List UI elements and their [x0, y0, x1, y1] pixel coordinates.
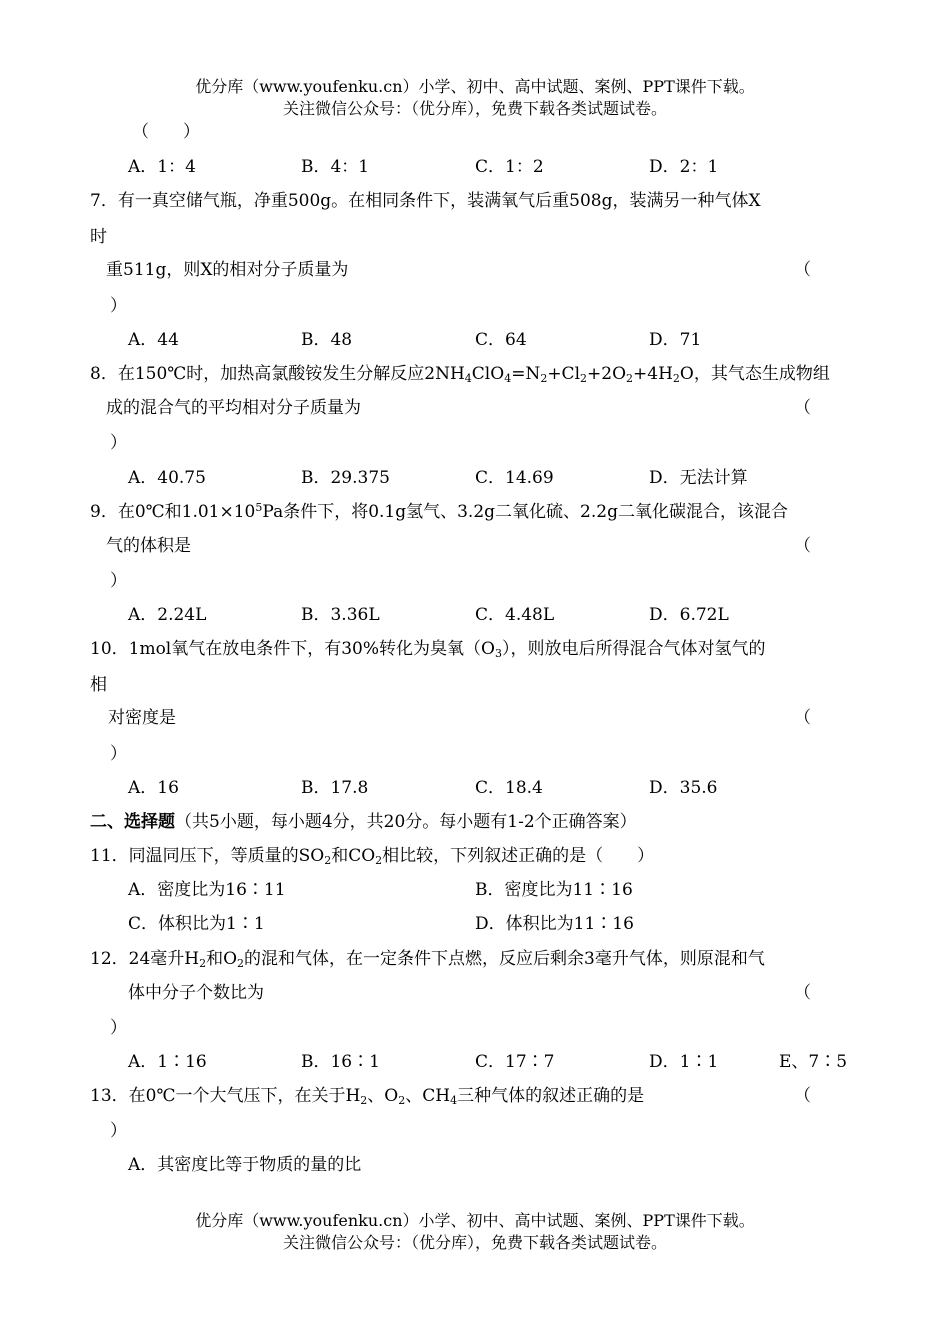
q8-option-b: B．29.375: [301, 468, 390, 488]
q11-sub-2: 2: [375, 854, 383, 867]
q8-sub-6: 2: [672, 372, 680, 385]
q13-sub-2: 2: [398, 1094, 406, 1107]
q8-text-3: +Cl: [547, 364, 581, 384]
q9-stem-post: Pa条件下，将0.1g氢气、3.2g二氧化硫、2.2g二氧化碳混合，该混合: [262, 502, 788, 522]
q8-sub-3: 2: [540, 372, 548, 385]
q13-bracket-open: （: [794, 1086, 811, 1106]
q11-sub-1: 2: [324, 854, 332, 867]
q13-sub-3: 4: [450, 1094, 458, 1107]
page-header-line-1: 优分库（www.youfenku.cn）小学、初中、高中试题、案例、PPT课件下载。: [195, 77, 755, 96]
q10-option-a: A．16: [128, 778, 179, 798]
q8-text-5: +4H: [633, 364, 673, 384]
q6-option-b: B．4：1: [301, 157, 370, 177]
q8-text-2: =N: [511, 364, 541, 384]
q13-stem-mid-1: 、O: [367, 1086, 399, 1106]
q7-option-d: D．71: [649, 330, 702, 350]
section-2-title: 二、选择题: [90, 812, 175, 832]
q12-option-c: C．17∶7: [475, 1052, 555, 1072]
q12-stem-line-1: [90, 948, 765, 970]
q12-option-b: B．16∶1: [301, 1052, 380, 1072]
q10-stem-line-3: 对密度是: [108, 708, 176, 728]
q9-stem-line-2: 气的体积是: [106, 536, 191, 556]
q13-stem-mid-2: 、CH: [405, 1086, 451, 1106]
q6-option-a: A．1：4: [128, 157, 196, 177]
page-footer-line-1: 优分库（www.youfenku.cn）小学、初中、高中试题、案例、PPT课件下载。: [195, 1211, 755, 1230]
q7-bracket-open: （: [794, 260, 811, 280]
q10-option-d: D．35.6: [649, 778, 718, 798]
q10-stem-pre: 10．1mol氧气在放电条件下，有30%转化为臭氧（O: [90, 639, 495, 659]
q13-stem: [90, 1085, 644, 1107]
q8-text-4: +2O: [587, 364, 627, 384]
q7-stem-line-1: 7．有一真空储气瓶，净重500g。在相同条件下，装满氧气后重508g，装满另一种气体X: [90, 191, 761, 211]
q7-option-b: B．48: [301, 330, 353, 350]
q8-bracket-open: （: [794, 398, 811, 418]
page-footer-line-2: 关注微信公众号：（优分库），免费下载各类试题试卷。: [282, 1233, 667, 1252]
q7-option-c: C．64: [475, 330, 527, 350]
page-header-line-2: 关注微信公众号：（优分库），免费下载各类试题试卷。: [282, 99, 667, 118]
q8-option-d: D．无法计算: [649, 468, 748, 488]
q8-option-a: A．40.75: [128, 468, 206, 488]
q6-answer-bracket: （ ）: [132, 122, 200, 142]
q7-stem-line-2: 时: [90, 227, 107, 247]
q12-sub-1: 2: [199, 957, 207, 970]
q8-stem-post: O，其气态生成物组: [679, 364, 830, 384]
section-2-heading: [90, 811, 637, 833]
q13-sub-1: 2: [360, 1094, 368, 1107]
q9-bracket-open: （: [794, 536, 811, 556]
q13-stem-post: 三种气体的叙述正确的是: [457, 1086, 645, 1106]
q9-bracket-close: ）: [110, 571, 127, 591]
q9-stem-pre: 9．在0℃和1.01×10: [90, 502, 256, 522]
q10-sub: 3: [494, 647, 502, 660]
q12-stem-line-2: 体中分子个数比为: [128, 983, 264, 1003]
q6-option-c: C．1：2: [475, 157, 544, 177]
q8-stem-pre: 8．在150℃时，加热高氯酸铵发生分解反应2NH: [90, 364, 465, 384]
q12-bracket-close: ）: [110, 1018, 127, 1038]
q8-sub-5: 2: [626, 372, 634, 385]
q7-option-a: A．44: [128, 330, 179, 350]
q7-bracket-close: ）: [110, 296, 127, 316]
q11-option-c: C．体积比为1∶1: [128, 914, 265, 934]
q12-stem-pre: 12．24毫升H: [90, 949, 200, 969]
q8-sub-1: 4: [464, 372, 472, 385]
q8-text-1: ClO: [471, 364, 505, 384]
q8-option-c: C．14.69: [475, 468, 554, 488]
q10-stem-post: ），则放电后所得混合气体对氢气的: [501, 639, 766, 659]
q9-option-d: D．6.72L: [649, 605, 729, 625]
q11-stem-mid: 和CO: [331, 846, 376, 866]
q9-option-a: A．2.24L: [128, 605, 207, 625]
q10-stem-line-1: [90, 638, 765, 660]
q10-option-b: B．17.8: [301, 778, 369, 798]
q12-stem-mid: 和O: [206, 949, 238, 969]
q13-stem-pre: 13．在0℃一个大气压下，在关于H: [90, 1086, 361, 1106]
q12-sub-2: 2: [237, 957, 245, 970]
q11-stem-pre: 11．同温同压下，等质量的SO: [90, 846, 325, 866]
q8-stem-line-1: [90, 363, 830, 385]
q12-option-d: D．1∶1: [649, 1052, 719, 1072]
q13-option-a: A．其密度比等于物质的量的比: [128, 1155, 362, 1175]
q13-bracket-close: ）: [110, 1121, 127, 1141]
q10-option-c: C．18.4: [475, 778, 543, 798]
q8-bracket-close: ）: [110, 433, 127, 453]
q12-stem-post: 的混和气体，在一定条件下点燃，反应后剩余3毫升气体，则原混和气: [244, 949, 765, 969]
q8-sub-4: 2: [580, 372, 588, 385]
q11-option-b: B．密度比为11∶16: [475, 880, 633, 900]
q8-sub-2: 4: [504, 372, 512, 385]
q8-stem-line-2: 成的混合气的平均相对分子质量为: [106, 398, 361, 418]
q9-stem-line-1: [90, 501, 788, 523]
q10-stem-line-2: 相: [90, 675, 107, 695]
q11-stem: [90, 845, 654, 867]
q11-stem-post: 相比较，下列叙述正确的是（ ）: [382, 846, 655, 866]
q10-bracket-open: （: [794, 708, 811, 728]
q12-bracket-open: （: [794, 983, 811, 1003]
q7-stem-line-3: 重511g，则X的相对分子质量为: [106, 260, 349, 280]
q11-option-a: A．密度比为16∶11: [128, 880, 286, 900]
q10-bracket-close: ）: [110, 744, 127, 764]
q6-option-d: D．2：1: [649, 157, 719, 177]
q9-option-c: C．4.48L: [475, 605, 555, 625]
q9-exponent: 5: [255, 501, 263, 514]
q9-option-b: B．3.36L: [301, 605, 380, 625]
q12-option-e: E、7∶5: [779, 1052, 848, 1072]
q12-option-a: A．1∶16: [128, 1052, 207, 1072]
q11-option-d: D．体积比为11∶16: [475, 914, 634, 934]
section-2-note: （共5小题，每小题4分，共20分。每小题有1-2个正确答案）: [175, 812, 637, 832]
